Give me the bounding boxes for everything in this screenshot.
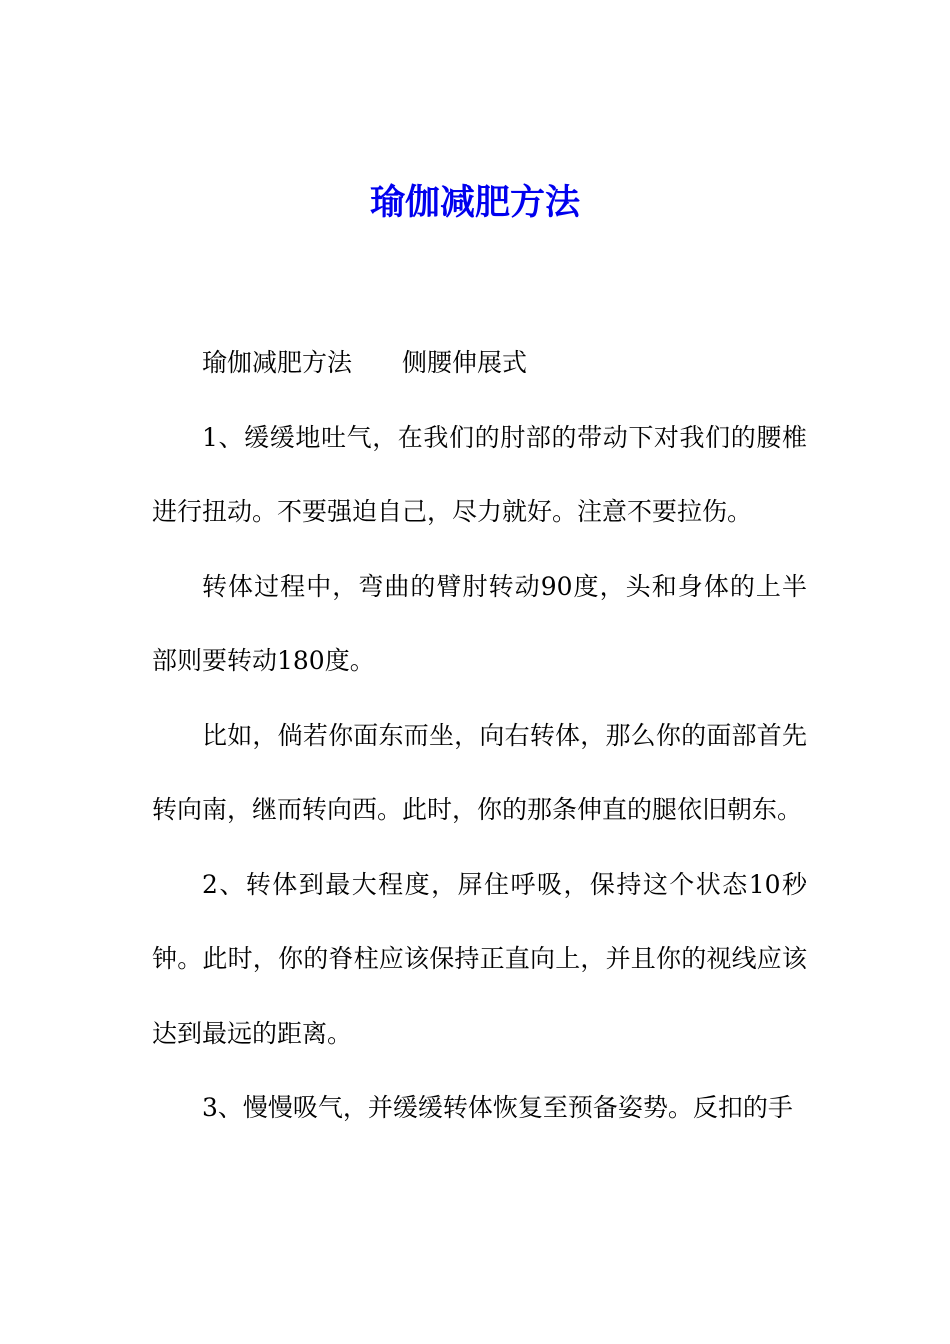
paragraph-rotation: 转体过程中，弯曲的臂肘转动90度，头和身体的上半部则要转动180度。 (152, 571, 807, 675)
paragraph-step-3: 3、慢慢吸气，并缓缓转体恢复至预备姿势。反扣的手 (202, 1093, 793, 1122)
document-body (152, 326, 807, 1146)
document-title: 瑜伽减肥方法 (369, 182, 580, 223)
paragraph-step-2: 2、转体到最大程度，屏住呼吸，保持这个状态10秒钟。此时，你的脊柱应该保持正直向上，并且你的视线应该达到最远的距离。 (152, 869, 807, 1048)
paragraph-step-1: 1、缓缓地吐气，在我们的肘部的带动下对我们的腰椎进行扭动。不要强迫自己，尽力就好。注意不要拉伤。 (152, 422, 807, 526)
paragraph-subtitle: 瑜伽减肥方法 侧腰伸展式 (202, 348, 528, 377)
paragraph-example: 比如，倘若你面东而坐，向右转体，那么你的面部首先转向南，继而转向西。此时，你的那条伸直的腿依旧朝东。 (152, 720, 807, 824)
